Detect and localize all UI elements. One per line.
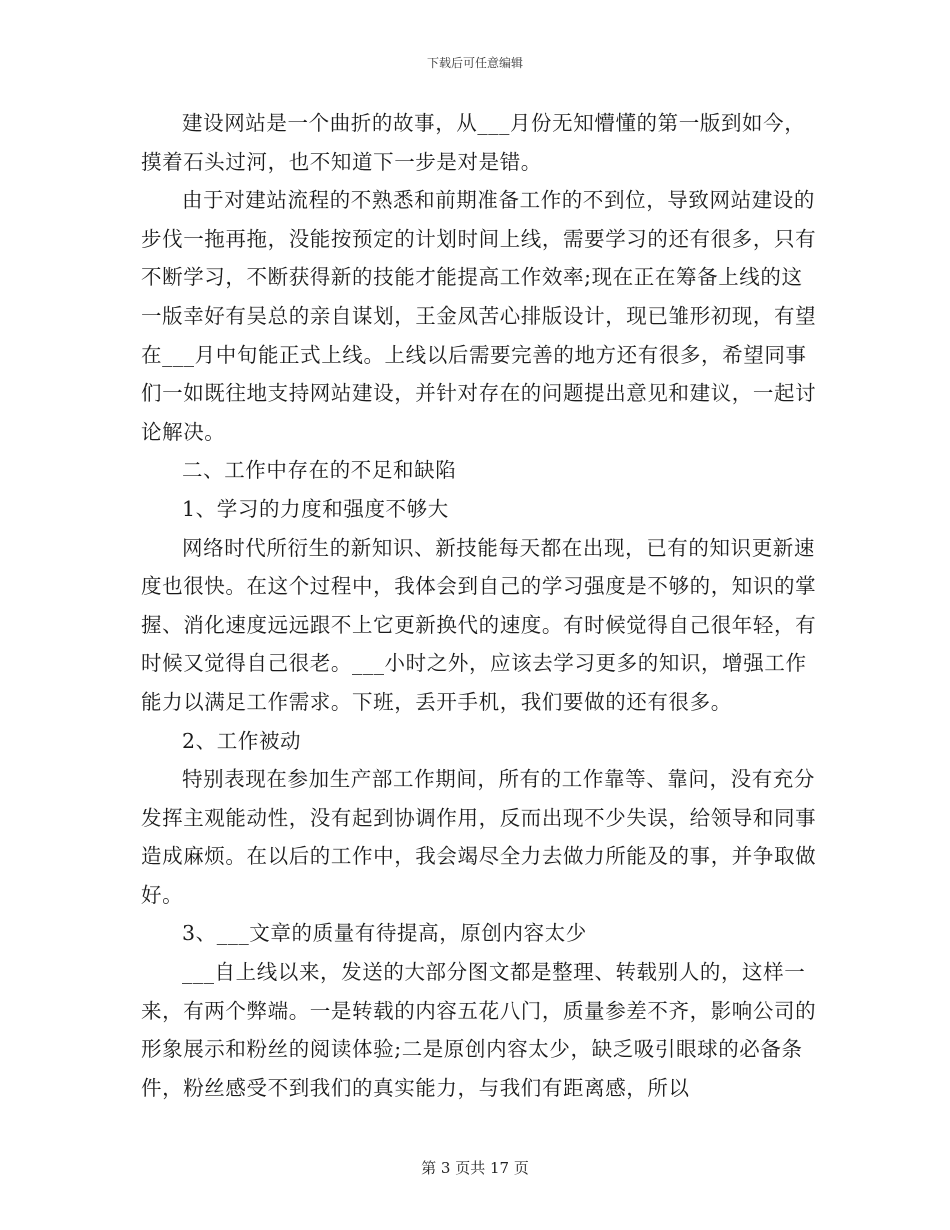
paragraph-website-story: 建设网站是一个曲折的故事，从___月份无知懵懂的第一版到如今，摸着石头过河，也不知道下一步是对是错。 — [141, 111, 806, 174]
paragraph-learning: 网络时代所衍生的新知识、新技能每天都在出现，已有的知识更新速度也很快。在这个过程中，我体会到自己的学习强度是不够的，知识的掌握、消化速度远远跟不上它更新换代的速度。有时候觉得自己很年轻，有时候又觉得自己很老。___小时之外，应该去学习更多的知识，增强工作能力以满足工作需求。下班，丢开手机，我们要做的还有很多。 — [141, 535, 817, 714]
subheading-article-quality: 3、___文章的质量有待提高，原创内容太少 — [182, 921, 587, 946]
page-header-note: 下载后可任意编辑 — [426, 56, 523, 70]
section-heading-shortcomings: 二、工作中存在的不足和缺陷 — [182, 458, 457, 483]
paragraph-article-quality: ___自上线以来，发送的大部分图文都是整理、转载别人的，这样一来，有两个弊端。一是转载的内容五花八门，质量参差不齐，影响公司的形象展示和粉丝的阅读体验;二是原创内容太少，缺乏吸引眼球的必备条件，粉丝感受不到我们的真实能力，与我们有距离感，所以 — [141, 960, 817, 1100]
paragraph-website-progress: 由于对建站流程的不熟悉和前期准备工作的不到位，导致网站建设的步伐一拖再拖，没能按预定的计划时间上线，需要学习的还有很多，只有不断学习，不断获得新的技能才能提高工作效率;现在正在筹备上线的这一版幸好有吴总的亲自谋划，王金凤苦心排版设计，现已雏形初现，有望在___月中旬能正式上线。上线以后需要完善的地方还有很多，希望同事们一如既往地支持网站建设，并针对存在的问题提出意见和建议，一起讨论解决。 — [141, 188, 817, 444]
page-number: 第 3 页共 17 页 — [421, 1159, 529, 1177]
document-body — [141, 104, 817, 1107]
subheading-passive-work: 2、工作被动 — [182, 728, 302, 753]
paragraph-passive-work: 特别表现在参加生产部工作期间，所有的工作靠等、靠问，没有充分发挥主观能动性，没有起到协调作用，反而出现不少失误，给领导和同事造成麻烦。在以后的工作中，我会竭尽全力去做力所能及的事，并争取做好。 — [141, 767, 817, 907]
subheading-learning: 1、学习的力度和强度不够大 — [182, 496, 449, 521]
